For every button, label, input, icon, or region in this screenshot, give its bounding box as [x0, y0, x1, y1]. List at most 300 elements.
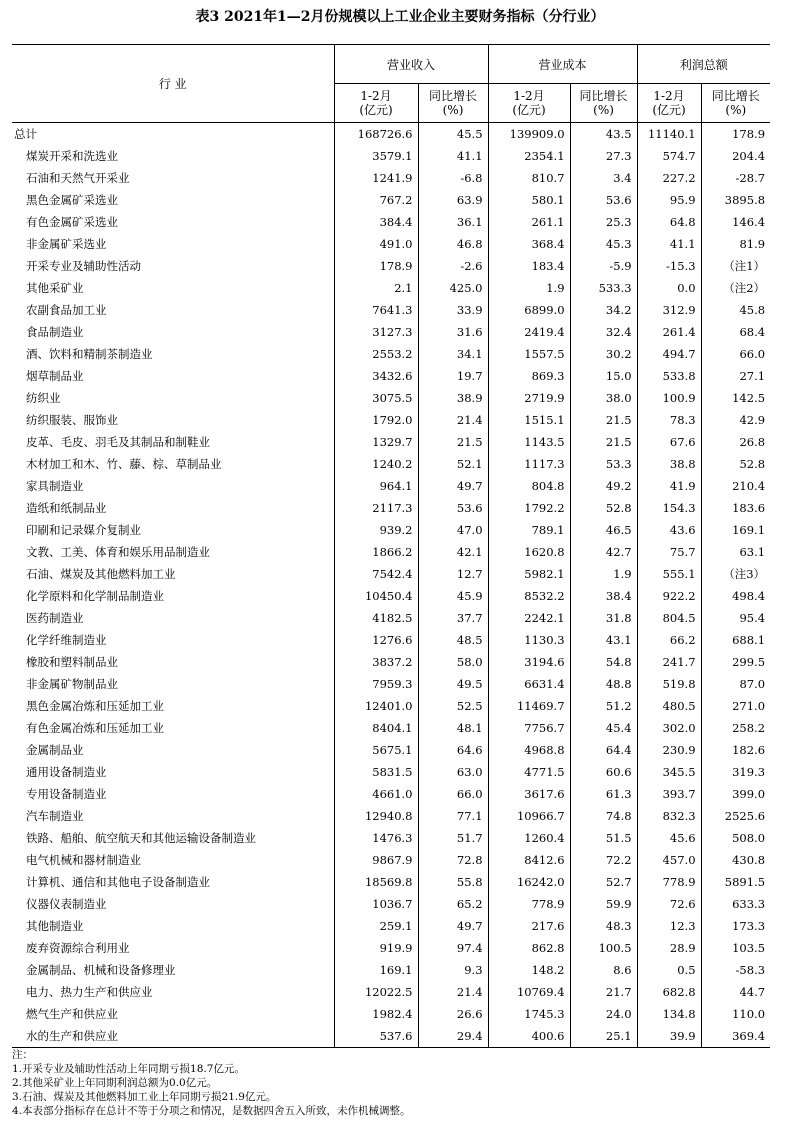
profit-growth-cell: 688.1	[701, 629, 770, 651]
cost-growth-cell: 31.8	[570, 607, 637, 629]
table-row	[12, 717, 770, 739]
cost-cell: 810.7	[488, 167, 570, 189]
profit-cell: 778.9	[637, 871, 701, 893]
unit-label: (亿元)	[359, 103, 393, 117]
profit-cell: 95.9	[637, 189, 701, 211]
profit-cell: 574.7	[637, 145, 701, 167]
revenue-cell: 3837.2	[334, 651, 418, 673]
profit-growth-cell: 178.9	[701, 123, 770, 146]
industry-name: 黑色金属冶炼和压延加工业	[26, 699, 164, 713]
cost-growth-cell: 32.4	[570, 321, 637, 343]
industry-name: 燃气生产和供应业	[26, 1007, 118, 1021]
industry-name: 废弃资源综合利用业	[26, 941, 130, 955]
revenue-growth-cell: 46.8	[418, 233, 488, 255]
revenue-cell: 168726.6	[334, 123, 418, 146]
cost-cell: 183.4	[488, 255, 570, 277]
cost-cell: 3194.6	[488, 651, 570, 673]
industry-name: 汽车制造业	[26, 809, 84, 823]
cost-growth-cell: 45.4	[570, 717, 637, 739]
revenue-cell: 5831.5	[334, 761, 418, 783]
table-row	[12, 497, 770, 519]
profit-growth-cell: 103.5	[701, 937, 770, 959]
industry-header: 行 业	[158, 77, 187, 91]
revenue-growth-header	[418, 84, 488, 123]
industry-name: 黑色金属矿采选业	[26, 193, 118, 207]
profit-growth-cell: 146.4	[701, 211, 770, 233]
profit-growth-cell: （注2）	[701, 277, 770, 299]
profit-cell: 519.8	[637, 673, 701, 695]
profit-growth-cell: 204.4	[701, 145, 770, 167]
cost-cell: 400.6	[488, 1025, 570, 1048]
cost-growth-cell: 52.7	[570, 871, 637, 893]
profit-cell: 533.8	[637, 365, 701, 387]
industry-name: 有色金属冶炼和压延加工业	[26, 721, 164, 735]
table-row	[12, 321, 770, 343]
table-row	[12, 145, 770, 167]
profit-cell: 134.8	[637, 1003, 701, 1025]
profit-cell: 41.9	[637, 475, 701, 497]
cost-cell: 10966.7	[488, 805, 570, 827]
profit-growth-cell: 182.6	[701, 739, 770, 761]
table-row	[12, 123, 770, 146]
profit-growth-cell: -58.3	[701, 959, 770, 981]
cost-growth-cell: 43.1	[570, 629, 637, 651]
cost-cell: 16242.0	[488, 871, 570, 893]
cost-cell: 8532.2	[488, 585, 570, 607]
profit-cell: 154.3	[637, 497, 701, 519]
cost-growth-cell: 100.5	[570, 937, 637, 959]
profit-cell: 100.9	[637, 387, 701, 409]
profit-cell: 480.5	[637, 695, 701, 717]
cost-cell: 4771.5	[488, 761, 570, 783]
percent-label: (%)	[442, 103, 464, 117]
revenue-growth-cell: 52.5	[418, 695, 488, 717]
industry-name: 电力、热力生产和供应业	[26, 985, 153, 999]
revenue-cell: 9867.9	[334, 849, 418, 871]
cost-growth-cell: 27.3	[570, 145, 637, 167]
profit-cell: 261.4	[637, 321, 701, 343]
cost-growth-cell: 54.8	[570, 651, 637, 673]
revenue-growth-cell: 45.5	[418, 123, 488, 146]
profit-growth-cell: 27.1	[701, 365, 770, 387]
cost-cell: 2719.9	[488, 387, 570, 409]
industry-name: 铁路、船舶、航空航天和其他运输设备制造业	[26, 831, 256, 845]
revenue-growth-cell: 72.8	[418, 849, 488, 871]
profit-growth-cell: 2525.6	[701, 805, 770, 827]
footnote-line: 4.本表部分指标存在总计不等于分项之和情况，是数据四舍五入所致，未作机械调整。	[12, 1105, 411, 1117]
revenue-cell: 3579.1	[334, 145, 418, 167]
table-row	[12, 981, 770, 1003]
industry-name: 金属制品业	[26, 743, 84, 757]
profit-cell: 227.2	[637, 167, 701, 189]
profit-growth-header	[701, 84, 770, 123]
growth-label: 同比增长	[429, 89, 478, 103]
cost-cell: 217.6	[488, 915, 570, 937]
revenue-growth-cell: 19.7	[418, 365, 488, 387]
footnote-line: 1.开采专业及辅助性活动上年同期亏损18.7亿元。	[12, 1063, 245, 1075]
industry-name: 通用设备制造业	[26, 765, 107, 779]
industry-name: 仪器仪表制造业	[26, 897, 107, 911]
industry-name: 金属制品、机械和设备修理业	[26, 963, 176, 977]
profit-growth-cell: 68.4	[701, 321, 770, 343]
table-row	[12, 805, 770, 827]
industry-name: 专用设备制造业	[26, 787, 107, 801]
cost-growth-cell: 8.6	[570, 959, 637, 981]
industry-name: 纺织业	[26, 391, 61, 405]
revenue-growth-cell: 49.7	[418, 915, 488, 937]
revenue-cell: 1792.0	[334, 409, 418, 431]
revenue-cell: 767.2	[334, 189, 418, 211]
industry-name: 其他制造业	[26, 919, 84, 933]
table-title: 表3 2021年1—2月份规模以上工业企业主要财务指标（分行业）	[195, 9, 605, 25]
cost-growth-cell: -5.9	[570, 255, 637, 277]
revenue-growth-cell: 97.4	[418, 937, 488, 959]
profit-cell: -15.3	[637, 255, 701, 277]
revenue-cell: 919.9	[334, 937, 418, 959]
profit-growth-cell: 369.4	[701, 1025, 770, 1048]
cost-growth-cell: 53.6	[570, 189, 637, 211]
profit-cell: 43.6	[637, 519, 701, 541]
revenue-growth-cell: 31.6	[418, 321, 488, 343]
profit-growth-cell: 169.1	[701, 519, 770, 541]
cost-cell: 139909.0	[488, 123, 570, 146]
table-row	[12, 607, 770, 629]
cost-cell: 7756.7	[488, 717, 570, 739]
revenue-growth-cell: 47.0	[418, 519, 488, 541]
cost-growth-cell: 3.4	[570, 167, 637, 189]
revenue-cell: 4661.0	[334, 783, 418, 805]
period-label: 1-2月	[360, 89, 392, 103]
period-label: 1-2月	[513, 89, 545, 103]
profit-growth-cell: -28.7	[701, 167, 770, 189]
revenue-growth-cell: 48.1	[418, 717, 488, 739]
profit-growth-cell: 142.5	[701, 387, 770, 409]
profit-growth-cell: 5891.5	[701, 871, 770, 893]
table-row	[12, 453, 770, 475]
cost-growth-cell: 24.0	[570, 1003, 637, 1025]
revenue-cell: 1982.4	[334, 1003, 418, 1025]
profit-cell: 494.7	[637, 343, 701, 365]
revenue-cell: 2553.2	[334, 343, 418, 365]
revenue-growth-cell: -6.8	[418, 167, 488, 189]
industry-name: 酒、饮料和精制茶制造业	[26, 347, 153, 361]
footnote-line: 3.石油、煤炭及其他燃料加工业上年同期亏损21.9亿元。	[12, 1091, 277, 1103]
table-row	[12, 387, 770, 409]
percent-label: (%)	[725, 103, 747, 117]
table-row	[12, 255, 770, 277]
cost-growth-cell: 52.8	[570, 497, 637, 519]
cost-cell: 804.8	[488, 475, 570, 497]
unit-label: (亿元)	[652, 103, 686, 117]
industry-name: 皮革、毛皮、羽毛及其制品和制鞋业	[26, 435, 210, 449]
profit-growth-cell: （注3）	[701, 563, 770, 585]
revenue-growth-cell: -2.6	[418, 255, 488, 277]
revenue-cell: 7542.4	[334, 563, 418, 585]
industry-name: 开采专业及辅助性活动	[26, 259, 141, 273]
table-row	[12, 1025, 770, 1048]
cost-growth-cell: 48.8	[570, 673, 637, 695]
revenue-growth-cell: 63.0	[418, 761, 488, 783]
table-row	[12, 673, 770, 695]
footnote-line: 2.其他采矿业上年同期利润总额为0.0亿元。	[12, 1077, 218, 1089]
industry-name: 化学纤维制造业	[26, 633, 107, 647]
revenue-cell: 7959.3	[334, 673, 418, 695]
growth-label: 同比增长	[711, 89, 760, 103]
profit-cell: 682.8	[637, 981, 701, 1003]
profit-cell: 230.9	[637, 739, 701, 761]
cost-cell: 580.1	[488, 189, 570, 211]
profit-cell: 64.8	[637, 211, 701, 233]
revenue-growth-cell: 58.0	[418, 651, 488, 673]
revenue-header: 营业收入	[334, 45, 488, 84]
revenue-cell: 964.1	[334, 475, 418, 497]
industry-name: 煤炭开采和洗选业	[26, 149, 118, 163]
revenue-growth-cell: 9.3	[418, 959, 488, 981]
profit-growth-cell: 63.1	[701, 541, 770, 563]
industry-name: 水的生产和供应业	[12, 1025, 334, 1048]
cost-growth-cell: 21.5	[570, 431, 637, 453]
profit-cell: 312.9	[637, 299, 701, 321]
industry-name: 其他采矿业	[26, 281, 84, 295]
revenue-growth-cell: 34.1	[418, 343, 488, 365]
profit-growth-cell: 430.8	[701, 849, 770, 871]
industry-name: 非金属矿物制品业	[26, 677, 118, 691]
revenue-cell: 10450.4	[334, 585, 418, 607]
profit-growth-cell: 26.8	[701, 431, 770, 453]
industry-name: 文教、工美、体育和娱乐用品制造业	[26, 545, 210, 559]
table-row	[12, 299, 770, 321]
cost-cell: 1260.4	[488, 827, 570, 849]
cost-cell: 368.4	[488, 233, 570, 255]
revenue-cell: 259.1	[334, 915, 418, 937]
cost-growth-cell: 533.3	[570, 277, 637, 299]
cost-growth-header	[570, 84, 637, 123]
cost-cell: 1130.3	[488, 629, 570, 651]
profit-growth-cell: 319.3	[701, 761, 770, 783]
profit-growth-cell: 44.7	[701, 981, 770, 1003]
footnotes	[12, 1048, 782, 1118]
revenue-cell: 2.1	[334, 277, 418, 299]
revenue-growth-cell: 33.9	[418, 299, 488, 321]
table-row	[12, 827, 770, 849]
cost-cell: 1.9	[488, 277, 570, 299]
revenue-growth-cell: 425.0	[418, 277, 488, 299]
industry-name: 农副食品加工业	[26, 303, 107, 317]
industry-name: 食品制造业	[26, 325, 84, 339]
table-row	[12, 475, 770, 497]
table-row	[12, 585, 770, 607]
profit-growth-cell: 45.8	[701, 299, 770, 321]
profit-cell: 66.2	[637, 629, 701, 651]
table-row	[12, 211, 770, 233]
industry-name: 非金属矿采选业	[26, 237, 107, 251]
cost-cell: 8412.6	[488, 849, 570, 871]
table-row	[12, 849, 770, 871]
cost-cell: 4968.8	[488, 739, 570, 761]
percent-label: (%)	[593, 103, 614, 117]
revenue-cell: 178.9	[334, 255, 418, 277]
revenue-cell: 12940.8	[334, 805, 418, 827]
cost-cell: 6631.4	[488, 673, 570, 695]
cost-growth-cell: 25.3	[570, 211, 637, 233]
cost-growth-cell: 25.1	[570, 1025, 637, 1048]
table-row	[12, 233, 770, 255]
cost-growth-cell: 1.9	[570, 563, 637, 585]
cost-growth-cell: 45.3	[570, 233, 637, 255]
table-row	[12, 893, 770, 915]
profit-cell: 457.0	[637, 849, 701, 871]
profit-growth-cell: 498.4	[701, 585, 770, 607]
cost-growth-cell: 51.5	[570, 827, 637, 849]
cost-growth-cell: 15.0	[570, 365, 637, 387]
revenue-cell: 939.2	[334, 519, 418, 541]
revenue-cell: 1240.2	[334, 453, 418, 475]
cost-cell: 2354.1	[488, 145, 570, 167]
profit-growth-cell: 3895.8	[701, 189, 770, 211]
revenue-cell: 18569.8	[334, 871, 418, 893]
industry-name: 橡胶和塑料制品业	[26, 655, 118, 669]
industry-name: 纺织服装、服饰业	[26, 413, 118, 427]
cost-growth-cell: 51.2	[570, 695, 637, 717]
cost-cell: 148.2	[488, 959, 570, 981]
revenue-growth-cell: 12.7	[418, 563, 488, 585]
cost-cell: 1143.5	[488, 431, 570, 453]
industry-name: 石油和天然气开采业	[26, 171, 130, 185]
profit-cell: 41.1	[637, 233, 701, 255]
revenue-cell: 1036.7	[334, 893, 418, 915]
growth-label: 同比增长	[579, 89, 628, 103]
cost-growth-cell: 38.4	[570, 585, 637, 607]
revenue-growth-cell: 21.4	[418, 409, 488, 431]
table-row	[12, 343, 770, 365]
cost-cell: 862.8	[488, 937, 570, 959]
table-header	[12, 45, 770, 123]
cost-growth-cell: 46.5	[570, 519, 637, 541]
revenue-cell: 537.6	[334, 1025, 418, 1048]
profit-cell: 0.0	[637, 277, 701, 299]
table-row	[12, 871, 770, 893]
cost-cell: 2419.4	[488, 321, 570, 343]
cost-growth-cell: 59.9	[570, 893, 637, 915]
revenue-growth-cell: 41.1	[418, 145, 488, 167]
industry-name: 计算机、通信和其他电子设备制造业	[26, 875, 210, 889]
revenue-growth-cell: 38.9	[418, 387, 488, 409]
cost-cell: 1557.5	[488, 343, 570, 365]
revenue-growth-cell: 66.0	[418, 783, 488, 805]
revenue-cell: 12401.0	[334, 695, 418, 717]
cost-growth-cell: 34.2	[570, 299, 637, 321]
cost-header: 营业成本	[488, 45, 637, 84]
cost-growth-cell: 21.5	[570, 409, 637, 431]
cost-growth-cell: 64.4	[570, 739, 637, 761]
revenue-cell: 1329.7	[334, 431, 418, 453]
profit-cell: 0.5	[637, 959, 701, 981]
cost-growth-cell: 49.2	[570, 475, 637, 497]
revenue-growth-cell: 45.9	[418, 585, 488, 607]
profit-growth-cell: 52.8	[701, 453, 770, 475]
table-row	[12, 629, 770, 651]
revenue-growth-cell: 48.5	[418, 629, 488, 651]
financial-indicators-table	[12, 44, 770, 1048]
profit-growth-cell: 42.9	[701, 409, 770, 431]
profit-growth-cell: 258.2	[701, 717, 770, 739]
industry-name: 印刷和记录媒介复制业	[26, 523, 141, 537]
revenue-growth-cell: 65.2	[418, 893, 488, 915]
revenue-growth-cell: 51.7	[418, 827, 488, 849]
cost-growth-cell: 61.3	[570, 783, 637, 805]
cost-growth-cell: 60.6	[570, 761, 637, 783]
table-row	[12, 431, 770, 453]
cost-growth-cell: 38.0	[570, 387, 637, 409]
industry-name: 有色金属矿采选业	[26, 215, 118, 229]
industry-name: 造纸和纸制品业	[26, 501, 107, 515]
cost-cell: 1515.1	[488, 409, 570, 431]
cost-growth-cell: 53.3	[570, 453, 637, 475]
table-row	[12, 167, 770, 189]
profit-growth-cell: 508.0	[701, 827, 770, 849]
profit-growth-cell: 110.0	[701, 1003, 770, 1025]
cost-cell: 6899.0	[488, 299, 570, 321]
revenue-cell: 491.0	[334, 233, 418, 255]
revenue-cell: 5675.1	[334, 739, 418, 761]
cost-cell: 869.3	[488, 365, 570, 387]
profit-cell: 12.3	[637, 915, 701, 937]
profit-cell: 241.7	[637, 651, 701, 673]
revenue-cell: 7641.3	[334, 299, 418, 321]
profit-cell: 804.5	[637, 607, 701, 629]
industry-name: 总计	[14, 127, 37, 141]
profit-cell: 67.6	[637, 431, 701, 453]
revenue-cell: 1241.9	[334, 167, 418, 189]
cost-cell: 5982.1	[488, 563, 570, 585]
cost-growth-cell: 48.3	[570, 915, 637, 937]
profit-growth-cell: 299.5	[701, 651, 770, 673]
revenue-cell: 384.4	[334, 211, 418, 233]
profit-growth-cell: 66.0	[701, 343, 770, 365]
table-row	[12, 783, 770, 805]
profit-cell: 922.2	[637, 585, 701, 607]
table-row	[12, 563, 770, 585]
industry-name: 石油、煤炭及其他燃料加工业	[26, 567, 176, 581]
revenue-growth-cell: 26.6	[418, 1003, 488, 1025]
profit-header: 利润总额	[637, 45, 770, 84]
profit-growth-cell: 210.4	[701, 475, 770, 497]
cost-cell: 2242.1	[488, 607, 570, 629]
cost-growth-cell: 72.2	[570, 849, 637, 871]
footnote-line: 注：	[12, 1049, 33, 1061]
revenue-growth-cell: 52.1	[418, 453, 488, 475]
industry-name: 家具制造业	[26, 479, 84, 493]
revenue-cell: 2117.3	[334, 497, 418, 519]
revenue-period-header	[334, 84, 418, 123]
profit-growth-cell: 87.0	[701, 673, 770, 695]
revenue-growth-cell: 36.1	[418, 211, 488, 233]
profit-cell: 28.9	[637, 937, 701, 959]
revenue-growth-cell: 77.1	[418, 805, 488, 827]
industry-name: 木材加工和木、竹、藤、棕、草制品业	[26, 457, 222, 471]
profit-growth-cell: 95.4	[701, 607, 770, 629]
profit-growth-cell: 399.0	[701, 783, 770, 805]
cost-cell: 3617.6	[488, 783, 570, 805]
revenue-growth-cell: 21.4	[418, 981, 488, 1003]
profit-cell: 302.0	[637, 717, 701, 739]
profit-cell: 38.8	[637, 453, 701, 475]
revenue-cell: 3127.3	[334, 321, 418, 343]
revenue-cell: 3432.6	[334, 365, 418, 387]
cost-growth-cell: 42.7	[570, 541, 637, 563]
table-row	[12, 695, 770, 717]
industry-name: 医药制造业	[26, 611, 84, 625]
